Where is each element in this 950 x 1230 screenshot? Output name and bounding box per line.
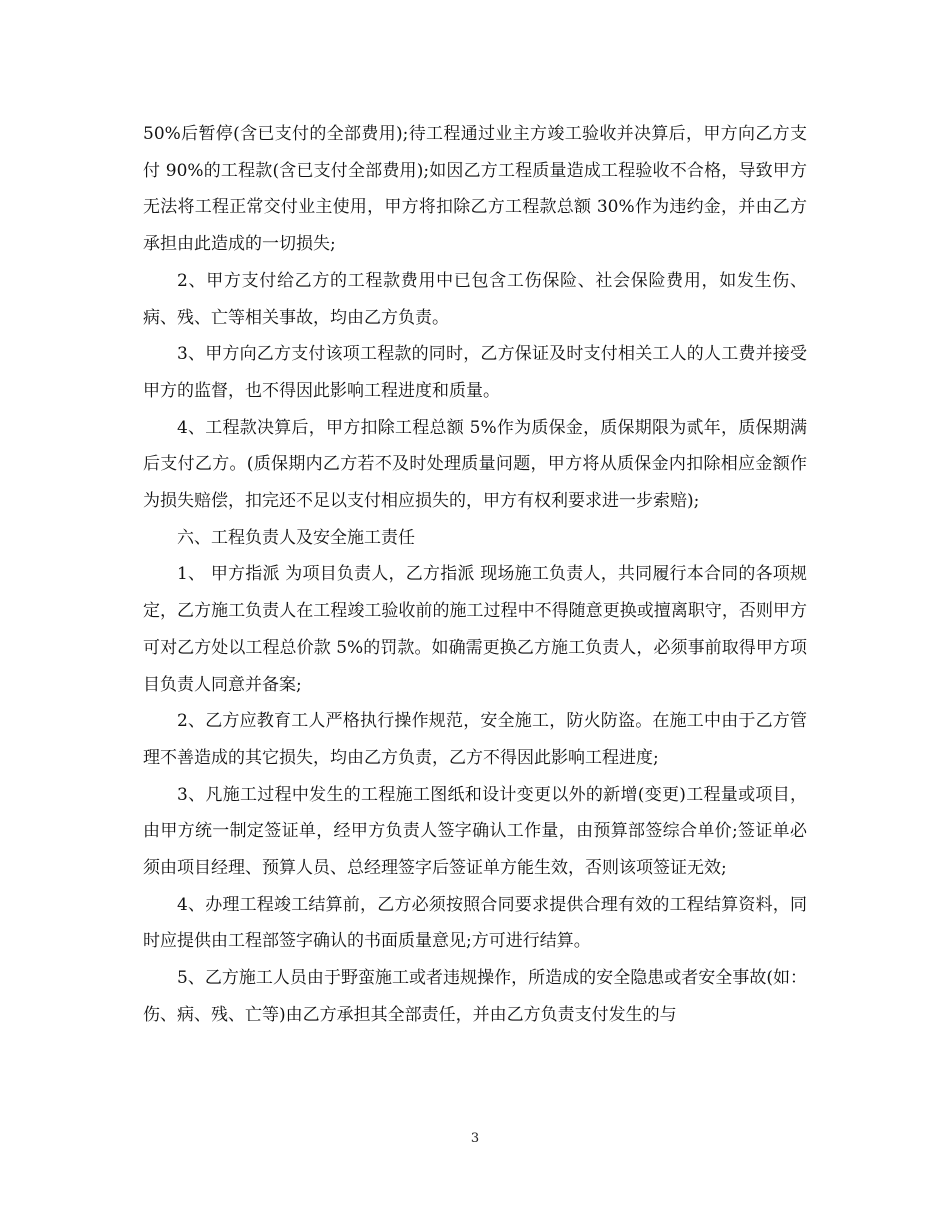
- page-number: 3: [470, 1131, 480, 1146]
- paragraph-clause-4: 4、工程款决算后，甲方扣除工程总额 5%作为质保金，质保期限为贰年，质保期满后支付乙方。(质保期内乙方若不及时处理质量问题，甲方将从质保金内扣除相应金额作为损失赔偿，扣完还不足以支付相应损失的，甲方有权利要求进一步索赔);: [143, 417, 807, 512]
- paragraph-section6-clause-5: 5、乙方施工人员由于野蛮施工或者违规操作，所造成的安全隐患或者安全事故(如：伤、病、残、亡等)由乙方承担其全部责任，并由乙方负责支付发生的与: [143, 968, 807, 1025]
- paragraph-clause-2: 2、甲方支付给乙方的工程款费用中已包含工伤保险、社会保险费用，如发生伤、病、残、亡等相关事故，均由乙方负责。: [143, 270, 807, 328]
- paragraph-continuation: 50%后暂停(含已支付的全部费用);待工程通过业主方竣工验收并决算后，甲方向乙方支付 90%的工程款(含已支付全部费用);如因乙方工程质量造成工程验收不合格，导致甲方无法将工程正常交付业主使用，甲方将扣除乙方工程款总额 30%作为违约金，并由乙方承担由此造成的一切损失;: [143, 124, 807, 255]
- paragraph-section6-clause-2: 2、乙方应教育工人严格执行操作规范，安全施工，防火防盗。在施工中由于乙方管理不善造成的其它损失，均由乙方负责，乙方不得因此影响工程进度;: [143, 711, 807, 768]
- document-body: [143, 116, 807, 1034]
- paragraph-section6-clause-1: 1、 甲方指派 为项目负责人，乙方指派 现场施工负责人，共同履行本合同的各项规定，乙方施工负责人在工程竣工验收前的施工过程中不得随意更换或擅离职守，否则甲方可对乙方处以工程总价款 5%的罚款。如确需更换乙方施工负责人，必须事前取得甲方项目负责人同意并备案;: [143, 564, 807, 695]
- section-heading-six: 六、工程负责人及安全施工责任: [177, 527, 415, 548]
- paragraph-section6-clause-4: 4、办理工程竣工结算前，乙方必须按照合同要求提供合理有效的工程结算资料，同时应提供由工程部签字确认的书面质量意见;方可进行结算。: [143, 894, 807, 952]
- paragraph-section6-clause-3: 3、凡施工过程中发生的工程施工图纸和设计变更以外的新增(变更)工程量或项目，由甲方统一制定签证单，经甲方负责人签字确认工作量，由预算部签综合单价;签证单必须由项目经理、预算人员、总经理签字后签证单方能生效，否则该项签证无效;: [143, 784, 807, 879]
- paragraph-clause-3: 3、甲方向乙方支付该项工程款的同时，乙方保证及时支付相关工人的人工费并接受甲方的监督，也不得因此影响工程进度和质量。: [143, 344, 807, 401]
